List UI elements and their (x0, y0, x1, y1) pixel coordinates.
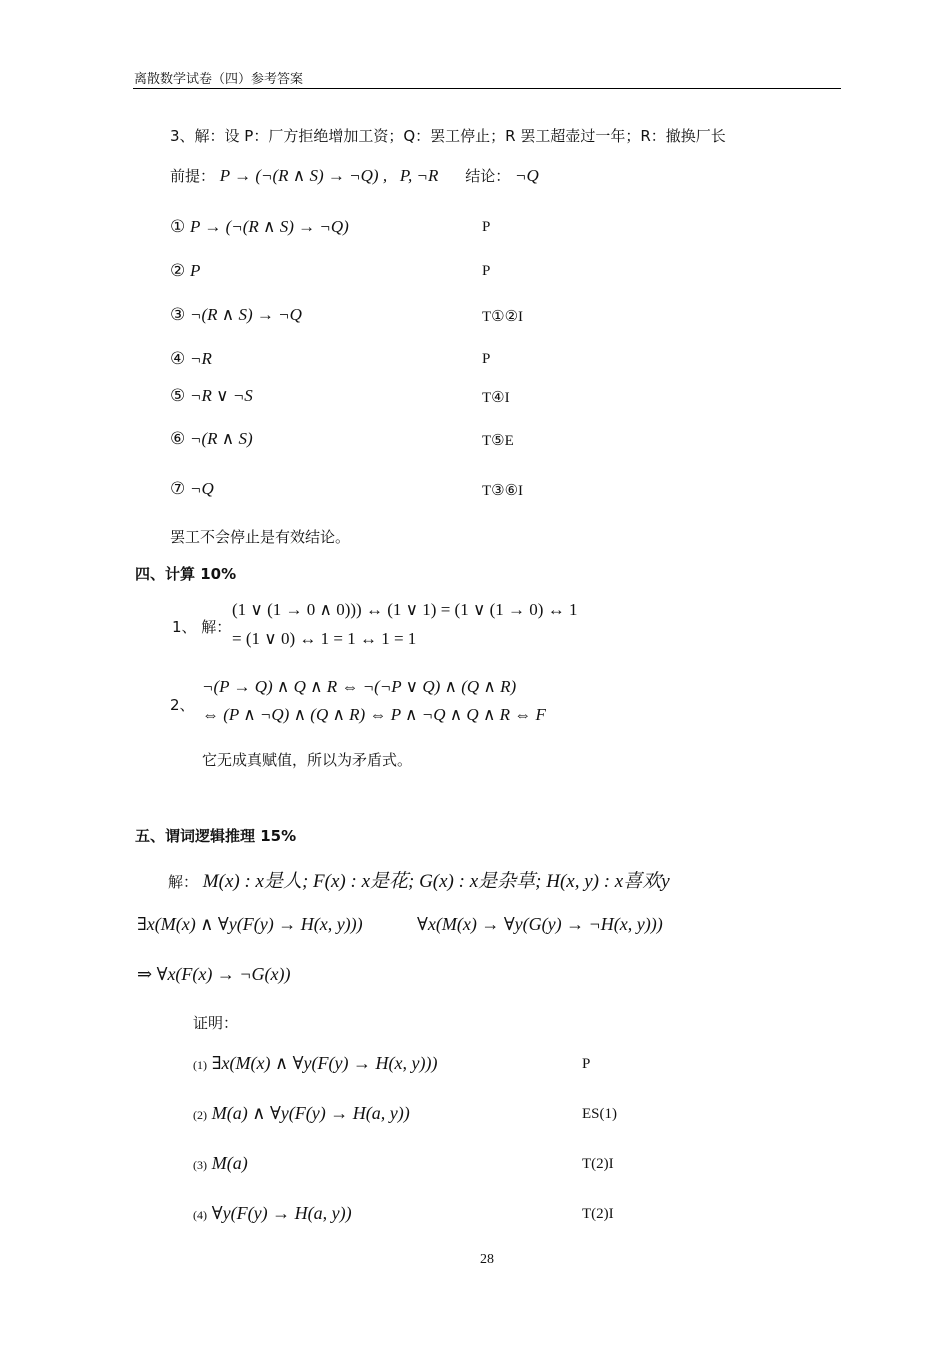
proof-label: 证明： (193, 1014, 239, 1032)
header-rule (133, 88, 841, 89)
sec5-step-3 (193, 1153, 248, 1174)
q3-step-3-rule: T①②I (482, 309, 524, 325)
sec5-premise-1: ∃x(M(x) ∧ ∀y(F(y) → H(x, y))) (137, 914, 363, 934)
step-formula: ¬(R ∧ S) → ¬Q (190, 305, 302, 324)
q3-step-2-rule: P (482, 263, 491, 279)
q3-step-1-rule: P (482, 219, 491, 235)
step-number: ④ (170, 349, 186, 368)
sec4-problem-2-label: 2、 (170, 696, 195, 714)
predicate-definitions: M(x) : x是人; F(x) : x是花; G(x) : x是杂草; H(x, y) : x喜欢y (202, 871, 670, 892)
step-number: (2) (193, 1108, 207, 1122)
section-4-heading: 四、计算 10% (135, 565, 237, 583)
sec5-step-1 (193, 1053, 437, 1074)
section-5-heading: 五、谓词逻辑推理 15% (135, 827, 297, 845)
sec5-step-4 (193, 1203, 352, 1224)
q3-step-5 (170, 386, 253, 406)
step-number: (1) (193, 1058, 207, 1072)
sec5-step-1-rule: P (582, 1056, 591, 1072)
step-number: ⑦ (170, 479, 186, 498)
q3-step-1 (170, 217, 349, 237)
q3-premise-line (170, 165, 539, 186)
page-number: 28 (480, 1252, 494, 1267)
sec5-definitions (168, 866, 670, 893)
q3-step-5-rule: T④I (482, 390, 510, 406)
step-number: ⑥ (170, 429, 186, 448)
sec5-conclusion: ⇒ ∀x(F(x) → ¬G(x)) (137, 964, 291, 984)
sec5-step-3-rule: T(2)I (582, 1156, 614, 1172)
step-number: ③ (170, 305, 186, 324)
sec4-problem-2-line-2: ⇔ (P ∧ ¬Q) ∧ (Q ∧ R) ⇔ P ∧ ¬Q ∧ Q ∧ R ⇔ F (202, 705, 546, 724)
conclusion-formula: ¬Q (515, 166, 539, 185)
step-formula: ∃x(M(x) ∧ ∀y(F(y) → H(x, y))) (211, 1053, 438, 1073)
sec5-step-2 (193, 1103, 410, 1124)
sec5-step-4-rule: T(2)I (582, 1206, 614, 1222)
step-formula: ¬Q (190, 479, 214, 498)
q3-step-3 (170, 305, 302, 325)
step-formula: ¬(R ∧ S) (190, 429, 253, 448)
page-header-title: 离散数学试卷（四）参考答案 (134, 72, 304, 87)
step-number: ② (170, 261, 186, 280)
q3-step-7-rule: T③⑥I (482, 483, 524, 499)
step-formula: ∀y(F(y) → H(a, y)) (211, 1203, 352, 1223)
sec4-problem-1-line-2: = (1 ∨ 0) ↔ 1 = 1 ↔ 1 = 1 (232, 629, 417, 648)
step-formula: P (190, 261, 201, 280)
sec4-problem-1-line-1: (1 ∨ (1 → 0 ∧ 0))) ↔ (1 ∨ 1) = (1 ∨ (1 → 0) ↔ 1 (232, 600, 578, 619)
step-number: (3) (193, 1158, 207, 1172)
premise-rest: P, ¬R (399, 166, 439, 185)
sec4-problem-2-note: 它无成真赋值，所以为矛盾式。 (202, 751, 413, 769)
q3-step-4-rule: P (482, 351, 491, 367)
step-formula: ¬R ∨ ¬S (190, 386, 253, 405)
q3-step-4 (170, 349, 212, 369)
step-formula: ¬R (190, 349, 212, 368)
q3-step-6 (170, 429, 253, 449)
sec4-problem-2-line-1: ¬(P → Q) ∧ Q ∧ R ⇔ ¬(¬P ∨ Q) ∧ (Q ∧ R) (202, 677, 517, 696)
step-formula: M(a) ∧ ∀y(F(y) → H(a, y)) (211, 1103, 410, 1123)
step-number: ⑤ (170, 386, 186, 405)
conclusion-label: 结论： (465, 167, 511, 185)
step-number: (4) (193, 1208, 207, 1222)
sec5-step-2-rule: ES(1) (582, 1106, 617, 1122)
sec4-problem-1-label: 1、 解： (172, 618, 232, 636)
q3-step-6-rule: T⑤E (482, 433, 514, 449)
step-number: ① (170, 217, 186, 236)
sec5-premise-2: ∀x(M(x) → ∀y(G(y) → ¬H(x, y))) (417, 914, 663, 934)
q3-step-7 (170, 479, 214, 499)
q3-step-2 (170, 261, 200, 281)
premise-label: 前提： (170, 167, 216, 185)
premise-formula: P → (¬(R ∧ S) → ¬Q) , (219, 166, 388, 185)
step-formula: M(a) (211, 1153, 248, 1173)
solution-label: 解： (168, 873, 199, 891)
step-formula: P → (¬(R ∧ S) → ¬Q) (190, 217, 349, 236)
q3-summary: 罢工不会停止是有效结论。 (170, 528, 351, 546)
q3-intro: 3、解：设 P：厂方拒绝增加工资；Q：罢工停止；R 罢工超壶过一年；R：撤换厂长 (170, 127, 726, 145)
